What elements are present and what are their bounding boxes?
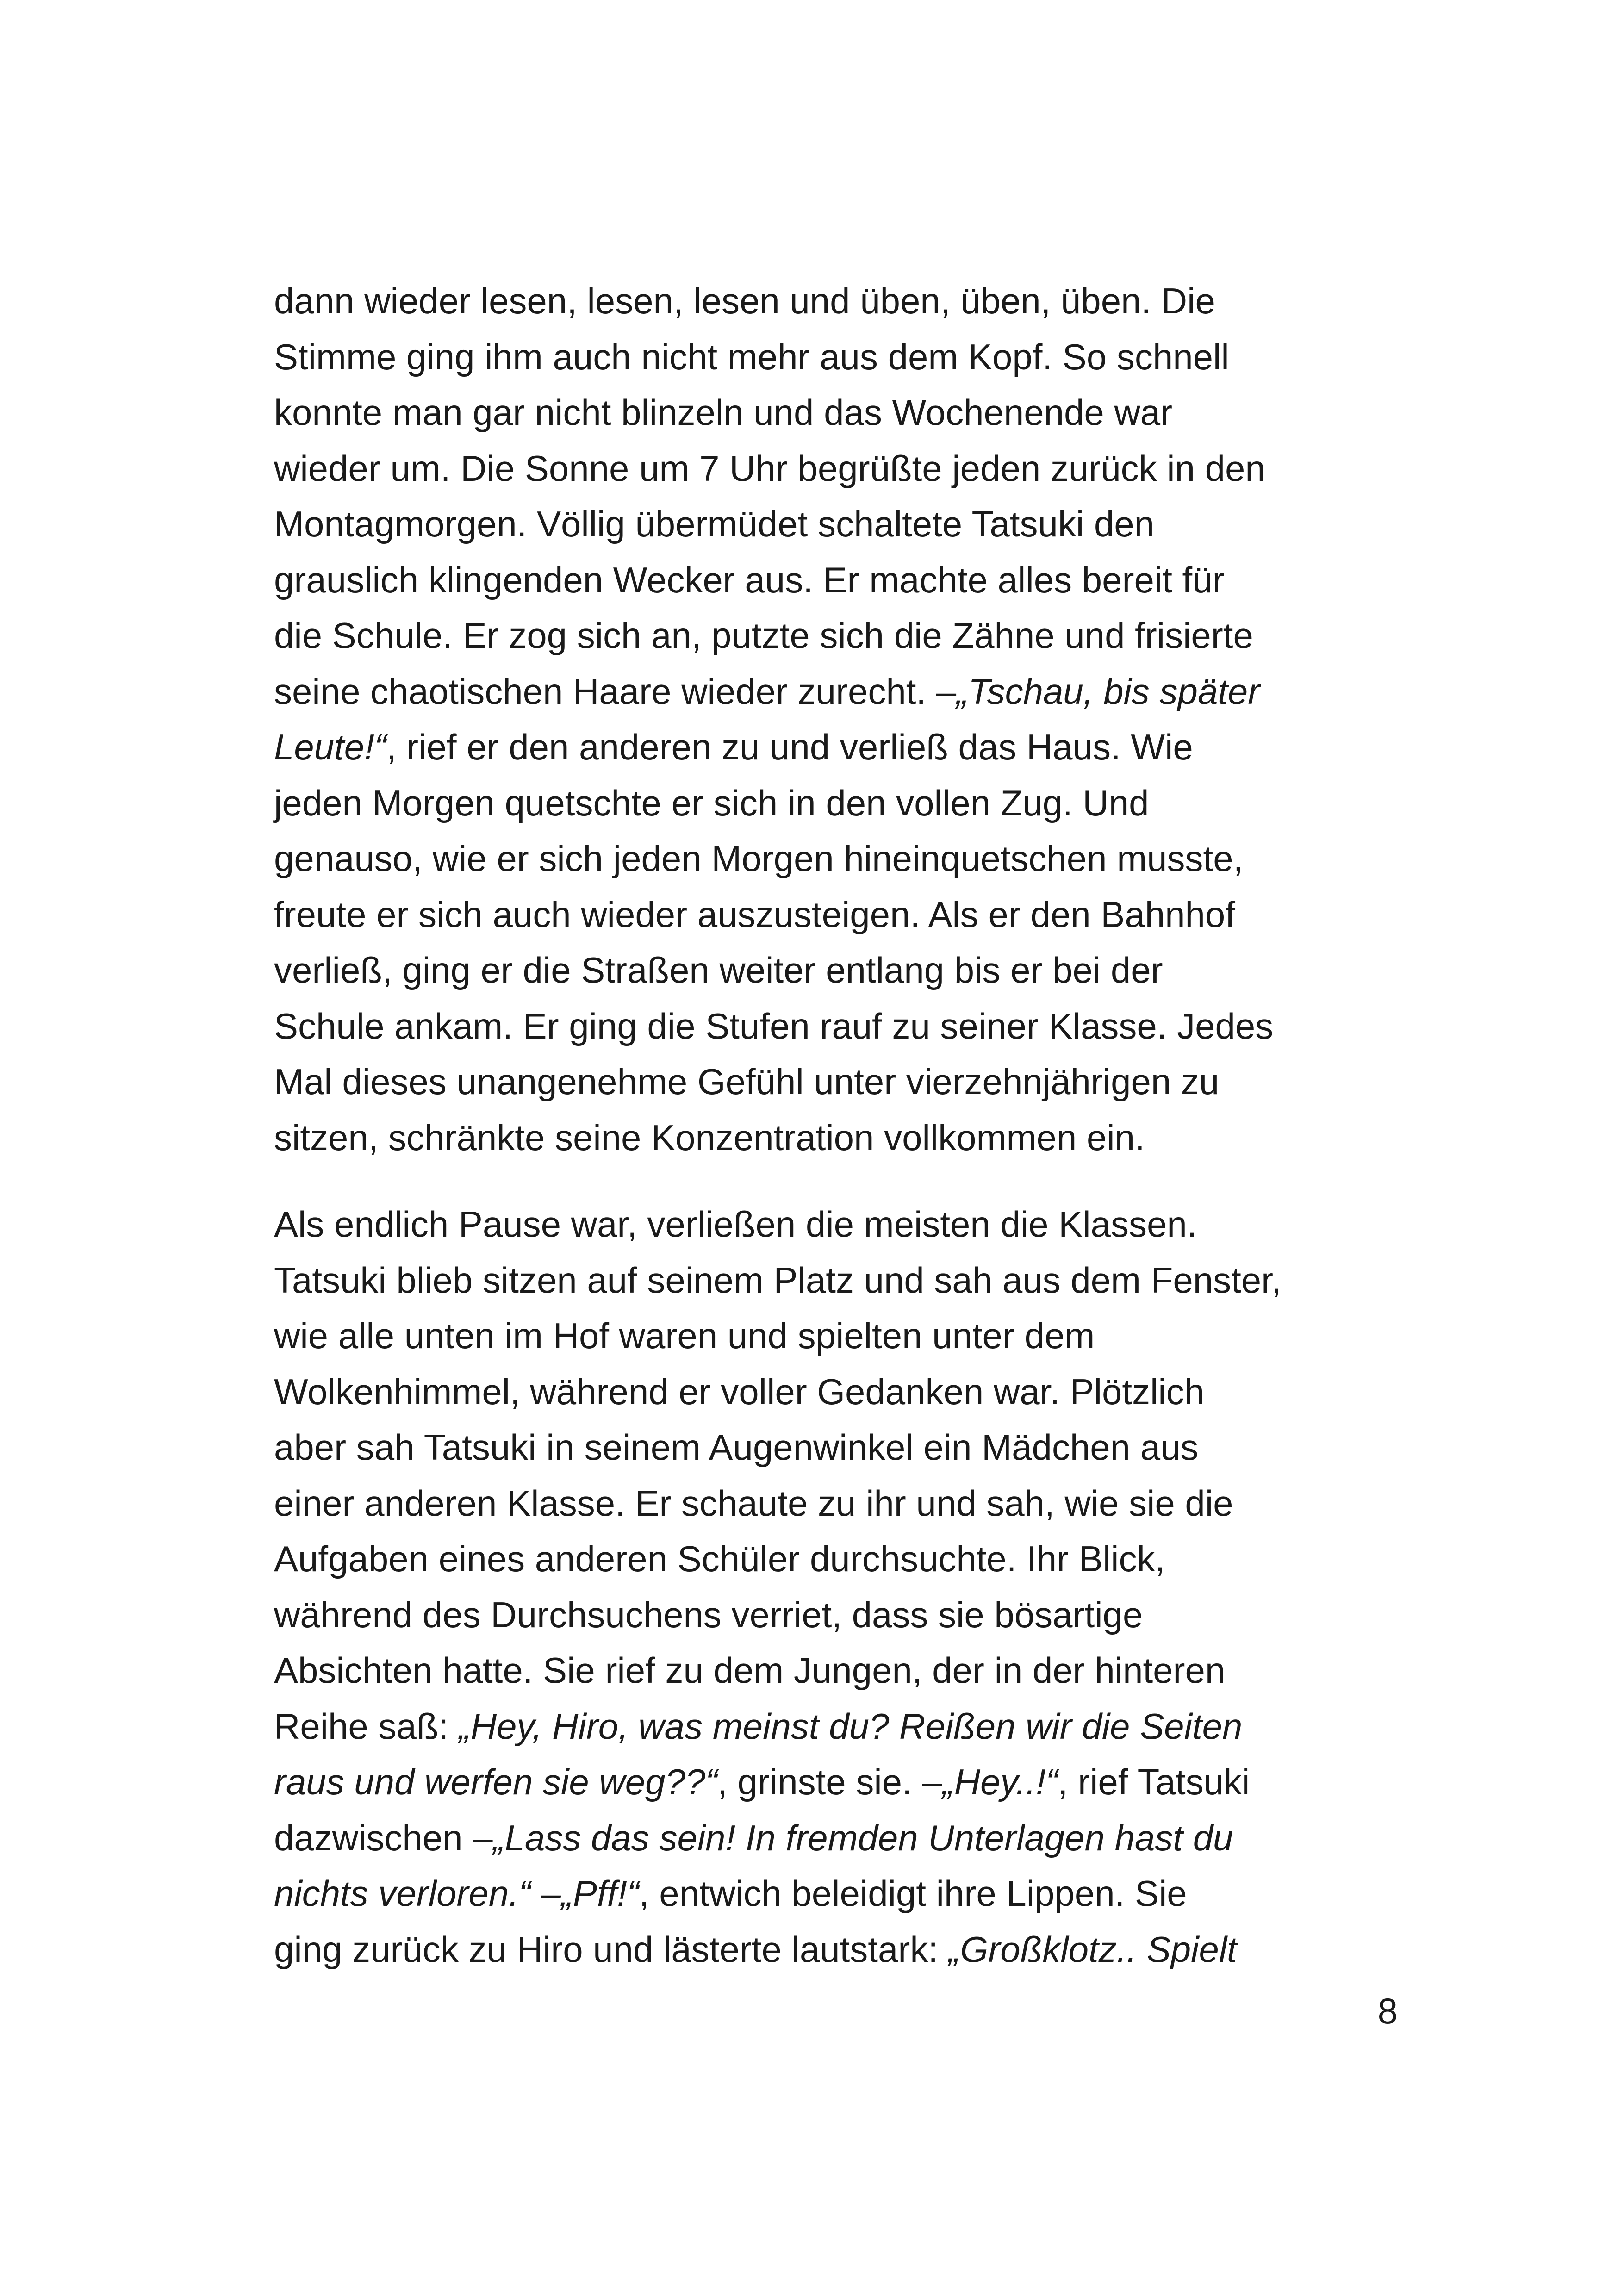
text-line	[274, 329, 1394, 385]
text-segment: seine chaotischen Haare wieder zurecht. –	[274, 671, 957, 712]
text-line	[274, 1196, 1394, 1252]
text-segment: aber sah Tatsuki in seinem Augenwinkel ein Mädchen aus	[274, 1427, 1199, 1468]
text-segment: Schule ankam. Er ging die Stufen rauf zu seiner Klasse. Jedes	[274, 1005, 1274, 1046]
italic-text: „Tschau, bis später	[956, 671, 1260, 712]
text-line	[274, 775, 1394, 831]
text-segment: grauslich klingenden Wecker aus. Er machte alles bereit für	[274, 559, 1225, 600]
text-line	[274, 1419, 1394, 1475]
text-line	[274, 273, 1394, 329]
italic-text: „Lass das sein! In fremden Unterlagen hast du	[492, 1817, 1233, 1858]
italic-text: Leute!“	[274, 727, 386, 767]
text-segment: sitzen, schränkte seine Konzentration vollkommen ein.	[274, 1117, 1145, 1158]
text-segment: , grinste sie. –	[717, 1761, 942, 1802]
text-line	[274, 608, 1394, 664]
italic-text: raus und werfen sie weg??“	[274, 1761, 718, 1802]
text-line	[274, 887, 1394, 943]
text-line	[274, 1110, 1394, 1166]
text-line	[274, 1054, 1394, 1110]
text-line	[274, 1531, 1394, 1587]
text-segment: dazwischen –	[274, 1817, 493, 1858]
italic-text: „Hey..!“	[942, 1761, 1058, 1802]
text-segment: wieder um. Die Sonne um 7 Uhr begrüßte jeden zurück in den	[274, 448, 1265, 489]
text-segment: Reihe saß:	[274, 1705, 459, 1747]
text-line	[274, 664, 1394, 720]
text-segment: , entwich beleidigt ihre Lippen. Sie	[639, 1873, 1187, 1914]
text-segment: wie alle unten im Hof waren und spielten unter dem	[274, 1315, 1095, 1356]
text-line	[274, 385, 1394, 441]
text-line	[274, 1810, 1394, 1866]
italic-text: nichts verloren.“ –„Pff!“	[274, 1873, 639, 1914]
text-line	[274, 998, 1394, 1054]
text-segment: Absichten hatte. Sie rief zu dem Jungen, der in der hinteren	[274, 1650, 1226, 1691]
paragraph	[274, 273, 1394, 1165]
text-segment: Stimme ging ihm auch nicht mehr aus dem Kopf. So schnell	[274, 336, 1229, 377]
text-segment: konnte man gar nicht blinzeln und das Wochenende war	[274, 392, 1173, 433]
text-segment: Tatsuki blieb sitzen auf seinem Platz und sah aus dem Fenster,	[274, 1259, 1282, 1300]
text-segment: Wolkenhimmel, während er voller Gedanken war. Plötzlich	[274, 1371, 1205, 1412]
text-line	[274, 1587, 1394, 1643]
italic-text: „Hey, Hiro, was meinst du? Reißen wir die Seiten	[458, 1705, 1243, 1747]
text-segment: verließ, ging er die Straßen weiter entlang bis er bei der	[274, 950, 1163, 990]
text-line	[274, 1922, 1394, 1978]
text-segment: Aufgaben eines anderen Schüler durchsuchte. Ihr Blick,	[274, 1538, 1165, 1579]
text-line	[274, 1643, 1394, 1699]
text-line	[274, 552, 1394, 608]
text-line	[274, 831, 1394, 887]
text-line	[274, 1308, 1394, 1364]
page-number: 8	[1377, 1991, 1398, 2031]
text-segment: freute er sich auch wieder auszusteigen. Als er den Bahnhof	[274, 894, 1235, 935]
text-line	[274, 1364, 1394, 1420]
text-line	[274, 441, 1394, 497]
text-line	[274, 1252, 1394, 1308]
text-segment: genauso, wie er sich jeden Morgen hineinquetschen musste,	[274, 838, 1244, 879]
text-segment: Als endlich Pause war, verließen die meisten die Klassen.	[274, 1204, 1197, 1244]
text-segment: die Schule. Er zog sich an, putzte sich die Zähne und frisierte	[274, 615, 1253, 656]
text-line	[274, 1754, 1394, 1810]
text-line	[274, 496, 1394, 552]
text-line	[274, 1699, 1394, 1755]
text-segment: einer anderen Klasse. Er schaute zu ihr und sah, wie sie die	[274, 1482, 1233, 1524]
text-line	[274, 1475, 1394, 1531]
text-segment: während des Durchsuchens verriet, dass sie bösartige	[274, 1594, 1143, 1635]
paragraph	[274, 1196, 1394, 1977]
text-segment: Montagmorgen. Völlig übermüdet schaltete Tatsuki den	[274, 504, 1155, 544]
text-line	[274, 942, 1394, 998]
text-line	[274, 1866, 1394, 1922]
text-segment: , rief er den anderen zu und verließ das Haus. Wie	[386, 727, 1193, 767]
text-segment: , rief Tatsuki	[1058, 1761, 1250, 1802]
text-segment: ging zurück zu Hiro und lästerte lautstark:	[274, 1929, 948, 1970]
text-segment: dann wieder lesen, lesen, lesen und üben, üben, üben. Die	[274, 280, 1215, 321]
text-segment: Mal dieses unangenehme Gefühl unter vierzehnjährigen zu	[274, 1061, 1220, 1102]
italic-text: „Großklotz.. Spielt	[948, 1929, 1237, 1970]
text-line	[274, 719, 1394, 775]
text-segment: jeden Morgen quetschte er sich in den vollen Zug. Und	[274, 782, 1149, 823]
